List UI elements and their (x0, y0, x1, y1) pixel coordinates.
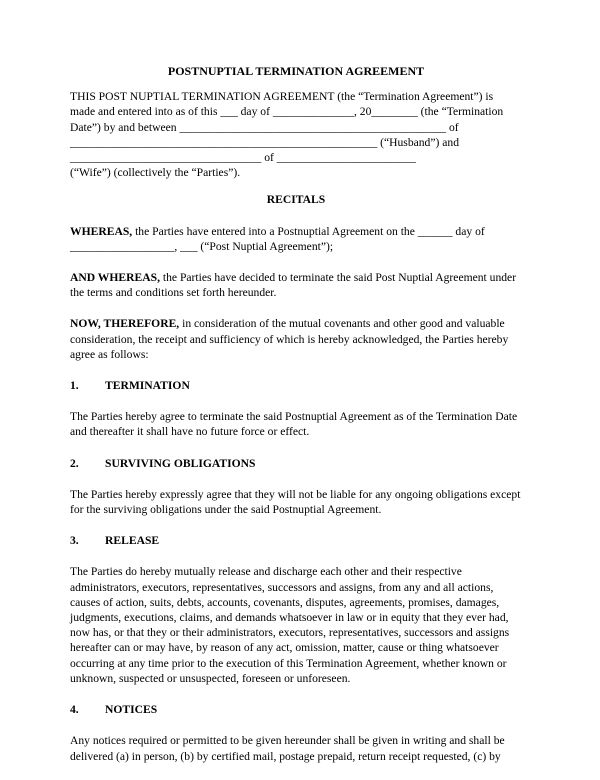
section-heading-termination (70, 378, 522, 393)
section-text-release: The Parties do hereby mutually release and discharge each other and their respective administrators, executors, representatives, successors and assigns, from any and all actions, causes of action, suits, debts, accounts, covenants, disputes, agreements, promises, damages, judgments, executions, claims, and demands whatsoever in law or in equity that they ever had, now has, or that they or their administrators, executors, representatives, successors and assigns hereafter can or may have, by reason of any act, omission, matter, cause or thing whatsoever occurring at any time prior to the execution of this Termination Agreement, whether known or unknown, suspected or unsuspected, foreseen or unforeseen. (70, 565, 510, 685)
section-number: 3. (70, 534, 79, 548)
now-therefore-lead: NOW, THEREFORE, (70, 317, 180, 331)
intro-line: Date”) by and between ______________________________________________ of (70, 120, 459, 134)
intro-line: _____________________________________________________ (“Husband”) and (70, 135, 460, 149)
intro-line: made and entered into as of this ___ day of ______________, 20________ (the “Termination (70, 105, 504, 119)
document-title: POSTNUPTIAL TERMINATION AGREEMENT (167, 64, 425, 78)
intro-paragraph (70, 89, 522, 180)
section-text-surviving-obligations: The Parties hereby expressly agree that they will not be liable for any ongoing obligations except for the surviving obligations under the said Postnuptial Agreement. (70, 487, 521, 517)
section-title: NOTICES (105, 703, 158, 717)
whereas-text: the Parties have entered into a Postnuptial Agreement on the ______ day of __________________, ___ (“Post Nuptial Agreement”); (70, 224, 485, 253)
section-title: RELEASE (105, 534, 160, 548)
whereas-paragraph (70, 224, 522, 254)
section-heading-notices (70, 702, 522, 717)
section-title: SURVIVING OBLIGATIONS (105, 456, 256, 470)
section-heading-surviving-obligations (70, 456, 522, 471)
and-whereas-text: the Parties have decided to terminate the said Post Nuptial Agreement under the terms and conditions set forth hereunder. (70, 271, 517, 300)
and-whereas-paragraph (70, 270, 522, 300)
document-body (70, 64, 522, 780)
section-number: 2. (70, 456, 79, 470)
section-text-notices: Any notices required or permitted to be given hereunder shall be given in writing and shall be delivered (a) in person, (b) by certified mail, postage prepaid, return receipt requested, (c) by (70, 734, 505, 763)
intro-line: (“Wife”) (collectively the “Parties”). (70, 166, 241, 180)
now-therefore-paragraph (70, 316, 522, 362)
section-heading-release (70, 533, 522, 548)
section-number: 1. (70, 379, 79, 393)
section-number: 4. (70, 703, 79, 717)
and-whereas-lead: AND WHEREAS, (70, 271, 160, 285)
section-title: TERMINATION (105, 379, 190, 393)
whereas-lead: WHEREAS, (70, 224, 133, 238)
intro-line: _________________________________ of ________________________ (70, 151, 416, 165)
recitals-heading: RECITALS (266, 193, 326, 207)
intro-line: THIS POST NUPTIAL TERMINATION AGREEMENT (the “Termination Agreement”) is (70, 90, 494, 104)
section-text-termination: The Parties hereby agree to terminate the said Postnuptial Agreement as of the Termination Date and thereafter it shall have no future force or effect. (70, 410, 518, 439)
now-therefore-text: in consideration of the mutual covenants and other good and valuable consideration, the receipt and sufficiency of which is hereby acknowledged, the Parties hereby agree as follows: (70, 317, 509, 361)
